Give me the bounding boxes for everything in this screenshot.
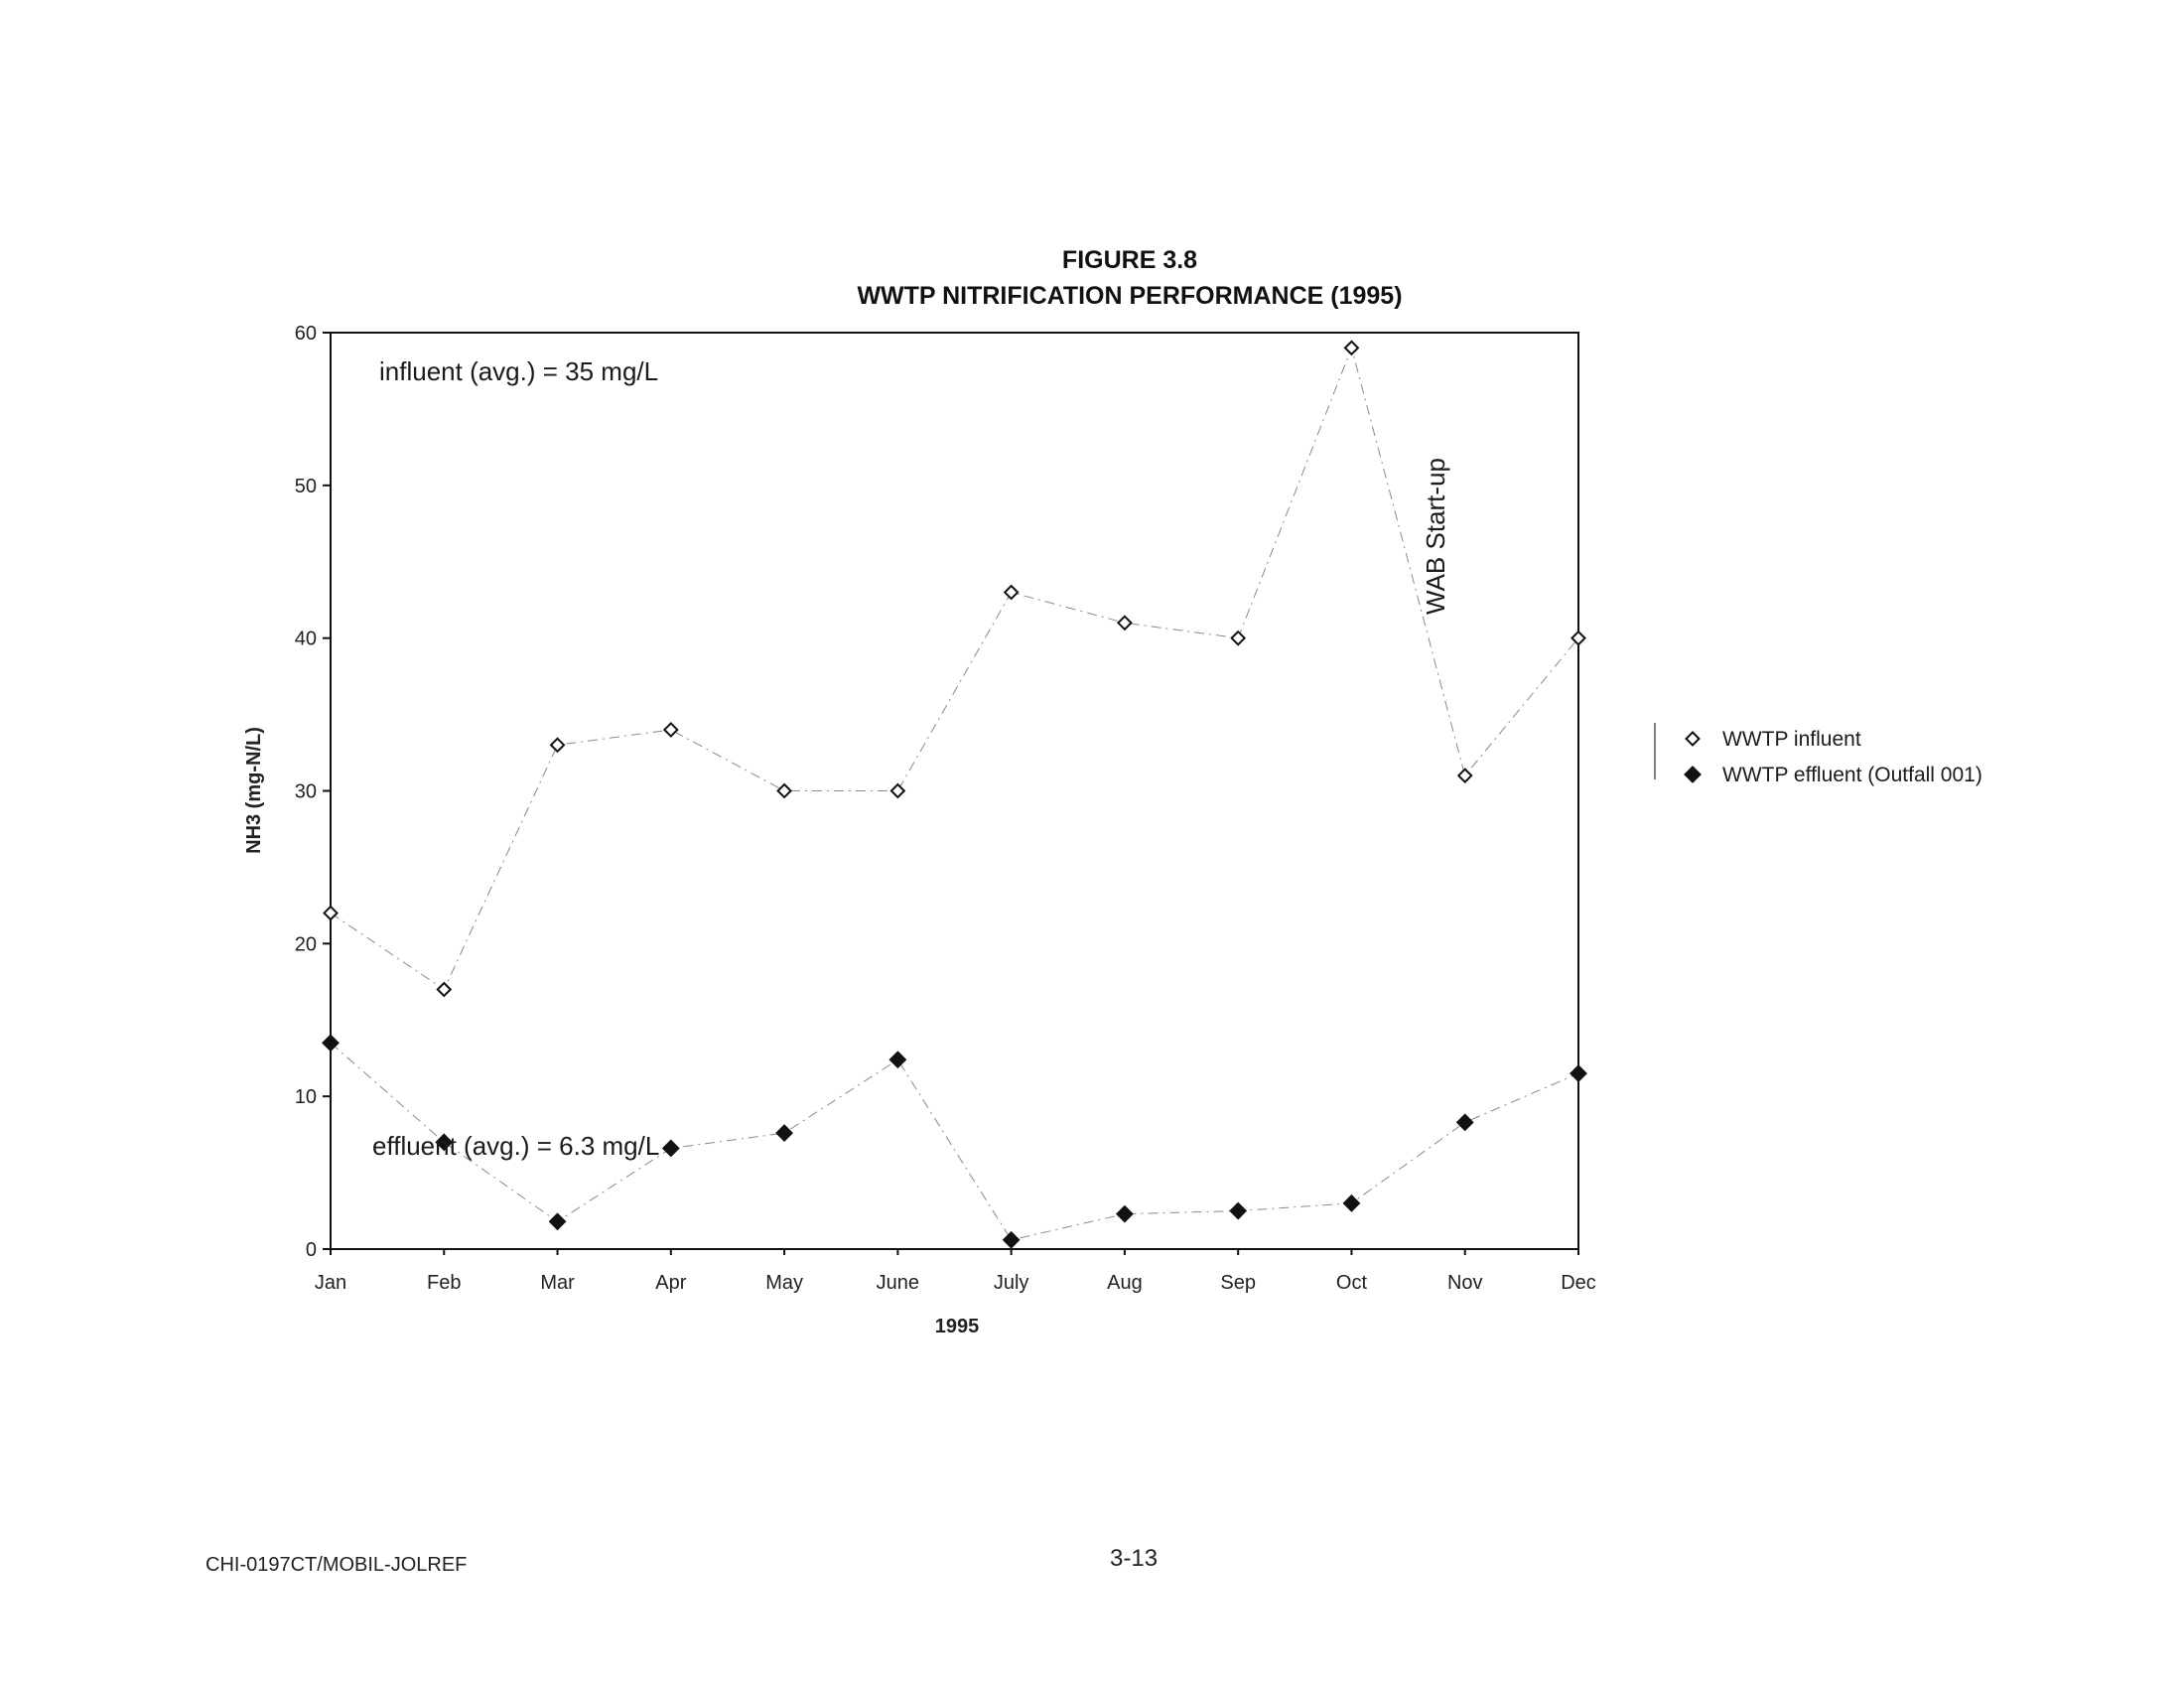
x-tick-label-july: July — [993, 1272, 1029, 1294]
legend — [1655, 723, 1982, 786]
influent-point-sep — [1232, 632, 1245, 644]
chart-subtitle: WWTP NITRIFICATION PERFORMANCE (1995) — [857, 282, 1403, 310]
y-tick-label: 50 — [294, 475, 317, 497]
y-tick-label: 20 — [294, 933, 317, 956]
legend-marker-influent — [1687, 733, 1700, 746]
page-number: 3-13 — [1110, 1545, 1159, 1572]
effluent-point-oct — [1344, 1195, 1359, 1210]
influent-point-july — [1005, 586, 1018, 599]
x-tick-label-apr: Apr — [655, 1272, 687, 1294]
document-code: CHI-0197CT/MOBIL-JOLREF — [205, 1554, 468, 1576]
y-tick-label: 40 — [294, 628, 317, 650]
influent-point-june — [891, 784, 904, 797]
effluent-point-may — [777, 1126, 792, 1141]
x-axis-label: 1995 — [934, 1316, 980, 1337]
influent-point-aug — [1118, 617, 1131, 630]
effluent-point-dec — [1571, 1066, 1586, 1081]
chart-title: FIGURE 3.8 — [1061, 246, 1198, 274]
x-tick-label-nov: Nov — [1446, 1272, 1483, 1294]
data-markers — [324, 342, 1586, 1247]
y-tick-label: 60 — [294, 323, 317, 345]
x-tick-label-feb: Feb — [427, 1272, 462, 1294]
legend-marker-effluent — [1686, 768, 1701, 782]
influent-point-may — [778, 784, 791, 797]
plot-frame — [331, 333, 1578, 1249]
influent-point-mar — [551, 739, 564, 752]
effluent-point-aug — [1117, 1206, 1132, 1221]
y-tick-label: 0 — [305, 1239, 317, 1261]
effluent-point-sep — [1231, 1203, 1246, 1218]
effluent-point-apr — [663, 1141, 678, 1156]
influent-point-feb — [438, 983, 451, 996]
legend-label-effluent: WWTP effluent (Outfall 001) — [1722, 764, 1982, 786]
effluent-point-nov — [1457, 1115, 1472, 1130]
x-tick-label-may: May — [765, 1272, 803, 1294]
influent-point-jan — [325, 907, 338, 919]
x-tick-label-sep: Sep — [1220, 1272, 1256, 1294]
effluent-point-mar — [550, 1214, 565, 1229]
wab-startup-annotation: WAB Start-up — [1421, 458, 1450, 615]
x-tick-label-dec: Dec — [1561, 1272, 1596, 1294]
legend-label-influent: WWTP influent — [1722, 728, 1861, 751]
x-tick-label-june: June — [876, 1272, 920, 1294]
influent-point-nov — [1458, 770, 1471, 782]
influent-average-annotation: influent (avg.) = 35 mg/L — [379, 356, 659, 386]
x-axis-ticks — [315, 1249, 1596, 1294]
y-tick-label: 30 — [294, 780, 317, 803]
influent-point-oct — [1345, 342, 1358, 354]
y-axis-ticks — [295, 323, 331, 1261]
x-tick-label-jan: Jan — [314, 1272, 347, 1294]
effluent-point-july — [1004, 1232, 1019, 1247]
x-tick-label-aug: Aug — [1107, 1272, 1143, 1294]
series-connector-lines — [331, 348, 1578, 1239]
influent-connector-line — [331, 348, 1578, 989]
x-tick-label-oct: Oct — [1335, 1272, 1368, 1294]
influent-point-dec — [1572, 632, 1585, 644]
effluent-average-annotation: effluent (avg.) = 6.3 mg/L — [372, 1131, 660, 1161]
y-axis-label: NH3 (mg-N/L) — [243, 727, 265, 854]
y-tick-label: 10 — [294, 1086, 317, 1109]
effluent-point-june — [890, 1052, 905, 1067]
x-tick-label-mar: Mar — [540, 1272, 575, 1294]
influent-point-apr — [664, 723, 677, 736]
